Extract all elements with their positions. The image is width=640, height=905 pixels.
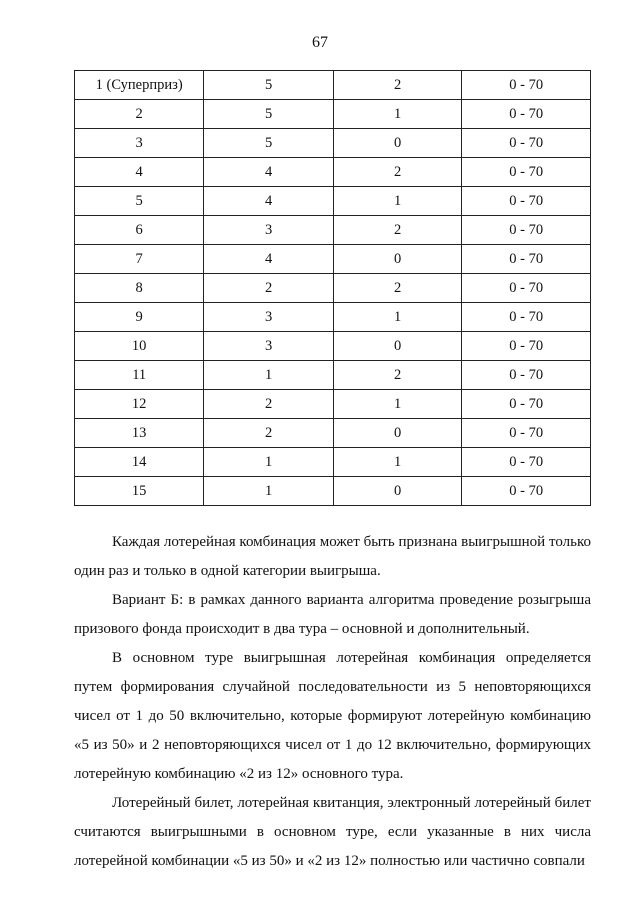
table-cell: 0 - 70	[462, 71, 591, 100]
table-cell: 1	[204, 448, 334, 477]
table-cell: 0 - 70	[462, 129, 591, 158]
table-cell: 12	[75, 390, 204, 419]
table-cell: 1	[333, 303, 462, 332]
paragraph-one-category: Каждая лотерейная комбинация может быть признана выигрышной только один раз и только в одной категории выигрыша.	[74, 534, 591, 579]
page-number: 67	[312, 34, 328, 51]
table-cell: 8	[75, 274, 204, 303]
table-cell: 0 - 70	[462, 448, 591, 477]
table-row	[75, 303, 591, 332]
table-cell: 10	[75, 332, 204, 361]
table-row	[75, 245, 591, 274]
document-text	[74, 528, 591, 876]
table-cell: 13	[75, 419, 204, 448]
table-cell: 5	[204, 100, 334, 129]
table-cell: 1	[333, 100, 462, 129]
table-cell: 2	[333, 361, 462, 390]
table-cell: 2	[204, 419, 334, 448]
table-cell: 0 - 70	[462, 332, 591, 361]
table-cell: 0 - 70	[462, 274, 591, 303]
table-cell: 1	[204, 477, 334, 506]
table-cell: 0 - 70	[462, 100, 591, 129]
table-body	[75, 71, 591, 506]
table-cell: 0 - 70	[462, 216, 591, 245]
table-cell: 2	[333, 158, 462, 187]
table-row	[75, 390, 591, 419]
table-cell: 0 - 70	[462, 158, 591, 187]
table-cell: 3	[75, 129, 204, 158]
table-cell: 0 - 70	[462, 390, 591, 419]
table-cell: 0	[333, 129, 462, 158]
table-cell: 6	[75, 216, 204, 245]
table-cell: 2	[204, 274, 334, 303]
table-row	[75, 361, 591, 390]
table-cell: 4	[204, 158, 334, 187]
table-row	[75, 332, 591, 361]
table-cell: 5	[204, 71, 334, 100]
table-cell: 2	[333, 71, 462, 100]
table-cell: 0 - 70	[462, 245, 591, 274]
table-row	[75, 274, 591, 303]
table-cell: 0 - 70	[462, 187, 591, 216]
table-cell: 2	[333, 274, 462, 303]
table-row	[75, 158, 591, 187]
table-cell: 0	[333, 245, 462, 274]
paragraph-main-round: В основном туре выигрышная лотерейная комбинация определяется путем формирования случайной последовательности из 5 неповторяющихся чисел от 1 до 50 включительно, которые формируют лотерейную комбинацию «5 из 50» и 2 неповторяющихся чисел от 1 до 12 включительно, формирующих лотерейную комбинацию «2 из 12» основного тура.	[74, 650, 591, 782]
table-cell: 5	[204, 129, 334, 158]
table-cell: 3	[204, 216, 334, 245]
table-cell: 15	[75, 477, 204, 506]
table-row	[75, 477, 591, 506]
table-cell: 0	[333, 419, 462, 448]
table-cell: 0 - 70	[462, 419, 591, 448]
table-cell: 0	[333, 332, 462, 361]
table-row	[75, 419, 591, 448]
table-cell: 0 - 70	[462, 477, 591, 506]
table-cell: 0 - 70	[462, 361, 591, 390]
table-cell: 1	[333, 187, 462, 216]
table-cell: 2	[75, 100, 204, 129]
table-cell: 3	[204, 332, 334, 361]
table-cell: 1	[333, 390, 462, 419]
table-cell: 0 - 70	[462, 303, 591, 332]
paragraph-variant-b: Вариант Б: в рамках данного варианта алгоритма проведение розыгрыша призового фонда происходит в два тура – основной и дополнительный.	[74, 592, 591, 637]
table-cell: 4	[75, 158, 204, 187]
table-cell: 4	[204, 187, 334, 216]
table-cell: 9	[75, 303, 204, 332]
table-row	[75, 187, 591, 216]
table-cell: 11	[75, 361, 204, 390]
table-row	[75, 71, 591, 100]
table-row	[75, 448, 591, 477]
table-cell: 5	[75, 187, 204, 216]
table-cell: 3	[204, 303, 334, 332]
table-cell: 1 (Суперприз)	[75, 71, 204, 100]
table-cell: 4	[204, 245, 334, 274]
table-row	[75, 216, 591, 245]
table-cell: 1	[204, 361, 334, 390]
table-row	[75, 100, 591, 129]
table-row	[75, 129, 591, 158]
table-cell: 2	[333, 216, 462, 245]
prize-category-table	[74, 70, 591, 506]
table-cell: 14	[75, 448, 204, 477]
table-cell: 1	[333, 448, 462, 477]
table-cell: 2	[204, 390, 334, 419]
paragraph-winning-tickets: Лотерейный билет, лотерейная квитанция, электронный лотерейный билет считаются выигрышными в основном туре, если указанные в них числа лотерейной комбинации «5 из 50» и «2 из 12» полностью или частично совпали	[74, 795, 591, 869]
table-cell: 0	[333, 477, 462, 506]
table-cell: 7	[75, 245, 204, 274]
